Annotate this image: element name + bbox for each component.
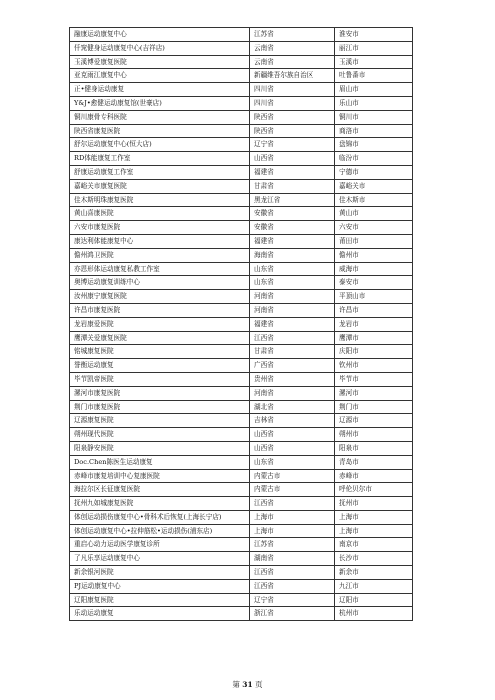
table-row	[70, 538, 413, 552]
institution-name-cell: 辽阳康复医院	[70, 593, 250, 607]
province-cell: 湖北省	[250, 400, 335, 414]
table-row	[70, 469, 413, 483]
institution-name-cell: Doc.Chen陈医生运动康复	[70, 455, 250, 469]
table-row	[70, 441, 413, 455]
province-cell: 四川省	[250, 96, 335, 110]
province-cell: 江西省	[250, 331, 335, 345]
table-row	[70, 359, 413, 373]
institution-name-cell: 融康运动康复中心	[70, 28, 250, 42]
province-cell: 江西省	[250, 497, 335, 511]
province-cell: 河南省	[250, 303, 335, 317]
province-cell: 福建省	[250, 165, 335, 179]
city-cell: 漯河市	[335, 386, 413, 400]
city-cell: 商洛市	[335, 124, 413, 138]
province-cell: 山东省	[250, 455, 335, 469]
province-cell: 山东省	[250, 262, 335, 276]
institution-name-cell: 体创运动康复中心•拉伸筋松•运动损伤(浦东店)	[70, 524, 250, 538]
province-cell: 浙江省	[250, 607, 335, 621]
institution-name-cell: 奥博运动康复训练中心	[70, 276, 250, 290]
province-cell: 山西省	[250, 152, 335, 166]
institution-name-cell: 黄山喜康医院	[70, 207, 250, 221]
institution-name-cell: 舒尔运动康复中心(恒大店)	[70, 138, 250, 152]
institution-name-cell: 辽源康复医院	[70, 414, 250, 428]
page-content	[69, 27, 412, 621]
province-cell: 湖南省	[250, 552, 335, 566]
province-cell: 河南省	[250, 290, 335, 304]
city-cell: 临汾市	[335, 152, 413, 166]
province-cell: 内蒙古市	[250, 469, 335, 483]
city-cell: 朔州市	[335, 428, 413, 442]
institution-name-cell: 鹰潭关爱康复医院	[70, 331, 250, 345]
table-row	[70, 552, 413, 566]
table-row	[70, 593, 413, 607]
institution-name-cell: 铭城康复医院	[70, 345, 250, 359]
table-row	[70, 276, 413, 290]
city-cell: 辽源市	[335, 414, 413, 428]
institution-name-cell: 铜川康骨专科医院	[70, 110, 250, 124]
table-row	[70, 110, 413, 124]
table-row	[70, 69, 413, 83]
table-row	[70, 303, 413, 317]
institution-name-cell: 新余银河医院	[70, 566, 250, 580]
province-cell: 四川省	[250, 83, 335, 97]
table-row	[70, 607, 413, 621]
province-cell: 辽宁省	[250, 138, 335, 152]
province-cell: 甘肃省	[250, 179, 335, 193]
city-cell: 儋州市	[335, 248, 413, 262]
city-cell: 黄山市	[335, 207, 413, 221]
city-cell: 嘉峪关市	[335, 179, 413, 193]
institution-name-cell: 乐动运动康复	[70, 607, 250, 621]
table-row	[70, 152, 413, 166]
institution-name-cell: 嘉峪关市康复医院	[70, 179, 250, 193]
province-cell: 上海市	[250, 510, 335, 524]
institution-name-cell: 陕西省康复医院	[70, 124, 250, 138]
table-row	[70, 331, 413, 345]
table-row	[70, 165, 413, 179]
province-cell: 江苏省	[250, 28, 335, 42]
institution-name-cell: 体创运动损伤康复中心•骨科术后恢复(上海长宁店)	[70, 510, 250, 524]
table-row	[70, 372, 413, 386]
province-cell: 安徽省	[250, 207, 335, 221]
city-cell: 阳泉市	[335, 441, 413, 455]
city-cell: 荆门市	[335, 400, 413, 414]
city-cell: 赤峰市	[335, 469, 413, 483]
table-row	[70, 41, 413, 55]
institution-name-cell: Y&J•愈健运动康复馆(世豪店)	[70, 96, 250, 110]
province-cell: 福建省	[250, 234, 335, 248]
province-cell: 内蒙古市	[250, 483, 335, 497]
institution-name-cell: 康达利体能康复中心	[70, 234, 250, 248]
table-row	[70, 221, 413, 235]
table-row	[70, 566, 413, 580]
table-row	[70, 455, 413, 469]
city-cell: 龙岩市	[335, 317, 413, 331]
institution-name-cell: 阳泉静安医院	[70, 441, 250, 455]
city-cell: 辽阳市	[335, 593, 413, 607]
institution-name-cell: 毕节凯帝医院	[70, 372, 250, 386]
province-cell: 河南省	[250, 386, 335, 400]
city-cell: 庆阳市	[335, 345, 413, 359]
institution-name-cell: RD体能康复工作室	[70, 152, 250, 166]
province-cell: 新疆维吾尔族自治区	[250, 69, 335, 83]
province-cell: 广西省	[250, 359, 335, 373]
table-row	[70, 428, 413, 442]
institution-name-cell: 重启心动力运动医学康复诊所	[70, 538, 250, 552]
institution-name-cell: 许昌市康复医院	[70, 303, 250, 317]
table-row	[70, 497, 413, 511]
province-cell: 云南省	[250, 41, 335, 55]
city-cell: 乐山市	[335, 96, 413, 110]
province-cell: 江苏省	[250, 538, 335, 552]
province-cell: 甘肃省	[250, 345, 335, 359]
table-row	[70, 345, 413, 359]
table-row	[70, 262, 413, 276]
province-cell: 江西省	[250, 579, 335, 593]
city-cell: 青岛市	[335, 455, 413, 469]
institution-name-cell: 漯河市康复医院	[70, 386, 250, 400]
city-cell: 佳木斯市	[335, 193, 413, 207]
table-row	[70, 510, 413, 524]
province-cell: 辽宁省	[250, 593, 335, 607]
table-row	[70, 83, 413, 97]
institution-name-cell: 抚州九如城康复医院	[70, 497, 250, 511]
page-footer	[0, 680, 495, 690]
institution-name-cell: 朔州现代医院	[70, 428, 250, 442]
city-cell: 许昌市	[335, 303, 413, 317]
city-cell: 抚州市	[335, 497, 413, 511]
table-row	[70, 400, 413, 414]
city-cell: 新余市	[335, 566, 413, 580]
institution-name-cell: 玉溪博爱康复医院	[70, 55, 250, 69]
province-cell: 上海市	[250, 524, 335, 538]
province-cell: 山西省	[250, 441, 335, 455]
table-row	[70, 179, 413, 193]
city-cell: 铜川市	[335, 110, 413, 124]
province-cell: 江西省	[250, 566, 335, 580]
institution-name-cell: PJ运动康复中心	[70, 579, 250, 593]
institution-name-cell: 舒康运动康复工作室	[70, 165, 250, 179]
table-row	[70, 414, 413, 428]
province-cell: 山西省	[250, 428, 335, 442]
city-cell: 南京市	[335, 538, 413, 552]
institution-name-cell: 誉衡运动康复	[70, 359, 250, 373]
institution-name-cell: 了凡乐享运动康复中心	[70, 552, 250, 566]
city-cell: 莆田市	[335, 234, 413, 248]
city-cell: 上海市	[335, 524, 413, 538]
province-cell: 福建省	[250, 317, 335, 331]
city-cell: 威海市	[335, 262, 413, 276]
table-row	[70, 248, 413, 262]
table-row	[70, 55, 413, 69]
table-row	[70, 524, 413, 538]
province-cell: 陕西省	[250, 110, 335, 124]
institution-name-cell: 荆门市康复医院	[70, 400, 250, 414]
city-cell: 杭州市	[335, 607, 413, 621]
city-cell: 长沙市	[335, 552, 413, 566]
province-cell: 黑龙江省	[250, 193, 335, 207]
province-cell: 海南省	[250, 248, 335, 262]
table-row	[70, 290, 413, 304]
institution-name-cell: 汝州康宁康复医院	[70, 290, 250, 304]
province-cell: 安徽省	[250, 221, 335, 235]
table-row	[70, 234, 413, 248]
table-row	[70, 96, 413, 110]
province-cell: 云南省	[250, 55, 335, 69]
city-cell: 呼伦贝尔市	[335, 483, 413, 497]
records-table-body	[70, 28, 413, 621]
institution-name-cell: 六安市康复医院	[70, 221, 250, 235]
city-cell: 毕节市	[335, 372, 413, 386]
city-cell: 上海市	[335, 510, 413, 524]
institution-name-cell: 正•健身运动康复	[70, 83, 250, 97]
table-row	[70, 207, 413, 221]
footer-prefix: 第	[232, 680, 240, 689]
city-cell: 玉溪市	[335, 55, 413, 69]
table-row	[70, 138, 413, 152]
city-cell: 盘锦市	[335, 138, 413, 152]
city-cell: 六安市	[335, 221, 413, 235]
city-cell: 平顶山市	[335, 290, 413, 304]
records-table	[69, 27, 413, 621]
province-cell: 陕西省	[250, 124, 335, 138]
institution-name-cell: 儋州鸿卫医院	[70, 248, 250, 262]
city-cell: 九江市	[335, 579, 413, 593]
institution-name-cell: 亦恩形体运动康复私教工作室	[70, 262, 250, 276]
table-row	[70, 386, 413, 400]
page-number: 31	[242, 680, 253, 689]
institution-name-cell: 龙岩康爱医院	[70, 317, 250, 331]
institution-name-cell: 亚克雨江康复中心	[70, 69, 250, 83]
table-row	[70, 28, 413, 42]
province-cell: 山东省	[250, 276, 335, 290]
footer-suffix: 页	[255, 680, 263, 689]
table-row	[70, 124, 413, 138]
city-cell: 眉山市	[335, 83, 413, 97]
institution-name-cell: 赤峰市康复培训中心复康医院	[70, 469, 250, 483]
table-row	[70, 317, 413, 331]
province-cell: 贵州省	[250, 372, 335, 386]
city-cell: 泰安市	[335, 276, 413, 290]
province-cell: 吉林省	[250, 414, 335, 428]
institution-name-cell: 佳木斯明珠康复医院	[70, 193, 250, 207]
city-cell: 淮安市	[335, 28, 413, 42]
table-row	[70, 193, 413, 207]
city-cell: 吐鲁番市	[335, 69, 413, 83]
table-row	[70, 579, 413, 593]
institution-name-cell: 海拉尔区长征康复医院	[70, 483, 250, 497]
city-cell: 鹰潭市	[335, 331, 413, 345]
table-row	[70, 483, 413, 497]
institution-name-cell: 仟窕健身运动康复中心(吉祥店)	[70, 41, 250, 55]
city-cell: 丽江市	[335, 41, 413, 55]
city-cell: 宁德市	[335, 165, 413, 179]
city-cell: 钦州市	[335, 359, 413, 373]
